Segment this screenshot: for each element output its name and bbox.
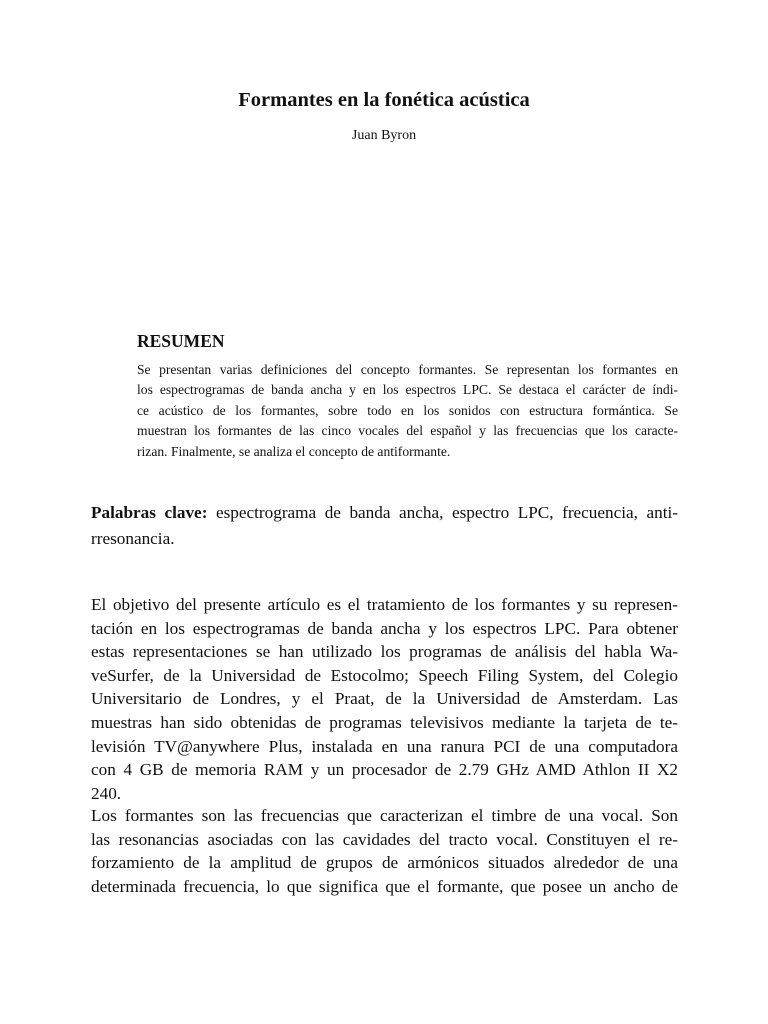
abstract-line: Se presentan varias definiciones del concepto formantes. Se representan los formantes en xyxy=(137,362,678,377)
paragraph-line: Los formantes son las frecuencias que caracterizan el timbre de una vocal. Son xyxy=(91,806,678,825)
keywords-line: rresonancia. xyxy=(91,529,175,548)
keywords-text: espectrograma de banda ancha, espectro LPC, frecuencia, anti- xyxy=(207,503,678,522)
paragraph-line: 240. xyxy=(91,783,122,803)
keywords-line xyxy=(91,500,678,526)
abstract-line: los espectrogramas de banda ancha y en los espectros LPC. Se destaca el carácter de índi- xyxy=(137,382,678,398)
paragraph-line: estas representaciones se han utilizado los programas de análisis del habla Wa- xyxy=(91,642,678,662)
paragraph-line: El objetivo del presente artículo es el tratamiento de los formantes y su represen- xyxy=(91,595,678,614)
keywords-block xyxy=(91,500,678,552)
paragraph-line: forzamiento de la amplitud de grupos de armónicos situados alrededor de una xyxy=(91,853,678,873)
paragraph-line: veSurfer, de la Universidad de Estocolmo; Speech Filing System, del Colegio xyxy=(91,665,678,685)
abstract-line: ce acústico de los formantes, sobre todo en los sonidos con estructura formántica. Se xyxy=(137,402,678,418)
paragraph-line: con 4 GB de memoria RAM y un procesador de 2.79 GHz AMD Athlon II X2 xyxy=(91,760,678,780)
paper-author: Juan Byron xyxy=(351,128,417,143)
body-paragraph-1 xyxy=(91,593,678,805)
paper-title: Formantes en la fonética acústica xyxy=(238,89,530,111)
paragraph-line: determinada frecuencia, lo que significa que el formante, que posee un ancho de xyxy=(91,876,678,896)
paragraph-line: muestras han sido obtenidas de programas televisivos mediante la tarjeta de te- xyxy=(91,712,678,732)
paragraph-line: las resonancias asociadas con las cavidades del tracto vocal. Constituyen el re- xyxy=(91,829,678,849)
abstract-body xyxy=(137,360,678,462)
paragraph-line: tación en los espectrogramas de banda ancha y los espectros LPC. Para obtener xyxy=(91,618,678,638)
body-paragraph-2 xyxy=(91,804,678,898)
abstract-heading: RESUMEN xyxy=(137,331,225,351)
abstract-line: rizan. Finalmente, se analiza el concepto de antiformante. xyxy=(137,443,451,459)
abstract-line: muestran los formantes de las cinco vocales del español y las frecuencias que los caracte- xyxy=(137,423,678,439)
paragraph-line: levisión TV@anywhere Plus, instalada en una ranura PCI de una computadora xyxy=(91,736,678,756)
paragraph-line: Universitario de Londres, y el Praat, de la Universidad de Amsterdam. Las xyxy=(91,689,678,709)
keywords-label: Palabras clave: xyxy=(91,503,208,522)
